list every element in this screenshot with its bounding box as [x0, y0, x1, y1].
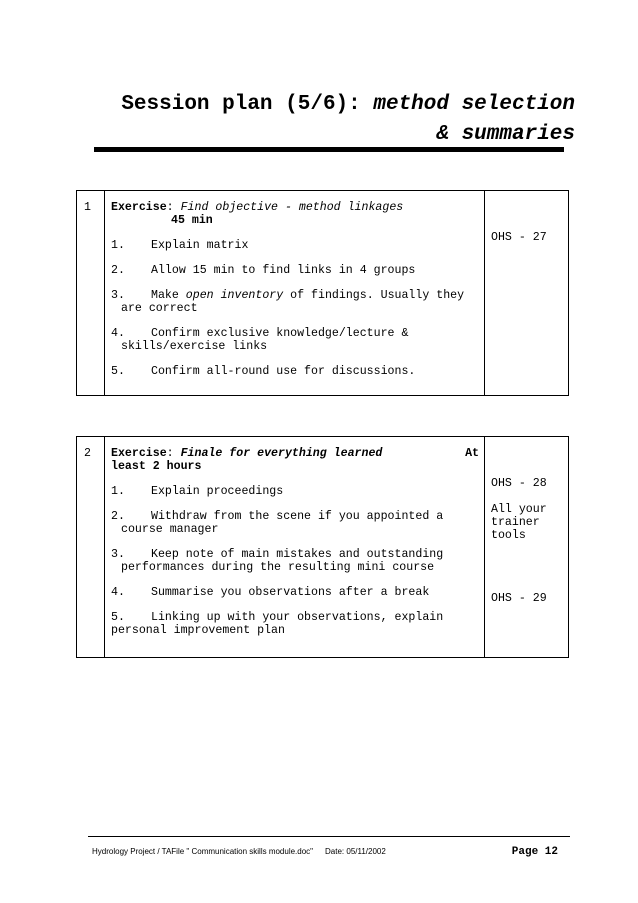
- step-item: 3. Keep note of main mistakes and outstanding performances during the resulting mini course: [111, 548, 444, 574]
- page-footer: [92, 846, 558, 858]
- page-title: [68, 90, 575, 150]
- ohs-reference: OHS - 27: [491, 231, 547, 244]
- session-content: [105, 437, 485, 658]
- footer-date: Date: 05/11/2002: [325, 847, 386, 856]
- ohs-reference: OHS - 28: [491, 477, 547, 490]
- title-plain: Session plan (5/6):: [121, 93, 374, 116]
- footer-rule: [88, 836, 570, 837]
- step-item: 2. Withdraw from the scene if you appointed a course manager: [111, 510, 444, 536]
- exercise-label: Exercise: [111, 201, 167, 214]
- exercise-heading: Exercise: Finale for everything learned At least 2 hours: [111, 447, 479, 473]
- session-table-1: [76, 190, 569, 396]
- title-italic-2: & summaries: [436, 123, 575, 146]
- title-rule: [94, 147, 564, 152]
- exercise-title: Find objective - method linkages: [180, 201, 404, 214]
- session-resources: [485, 191, 569, 396]
- exercise-heading: Exercise: Find objective - method linkages 45 min: [111, 201, 404, 227]
- step-item: 1. Explain matrix: [111, 239, 249, 252]
- footer-project: Hydrology Project / TAFile " Communication skills module.doc": [92, 847, 314, 856]
- trainer-tools-note: All your trainer tools: [491, 503, 547, 542]
- title-italic-1: method selection: [373, 93, 575, 116]
- step-item: 4. Confirm exclusive knowledge/lecture & skills/exercise links: [111, 327, 409, 353]
- session-number: 1: [77, 191, 105, 396]
- exercise-label: Exercise: [111, 447, 167, 460]
- session-table-2: [76, 436, 569, 658]
- ohs-reference: OHS - 29: [491, 592, 547, 605]
- exercise-duration-b: least 2 hours: [111, 460, 202, 473]
- session-content: [105, 191, 485, 396]
- step-item: 5. Linking up with your observations, explain personal improvement plan: [111, 611, 444, 637]
- step-item: 1. Explain proceedings: [111, 485, 284, 498]
- step-item: 5. Confirm all-round use for discussions.: [111, 365, 416, 378]
- step-item: 3. Make open inventory of findings. Usually they are correct: [111, 289, 465, 315]
- exercise-duration-a: At: [465, 447, 479, 460]
- exercise-duration: 45 min: [171, 214, 213, 227]
- session-number: 2: [77, 437, 105, 658]
- exercise-title: Finale for everything learned: [180, 447, 383, 460]
- footer-page-number: Page 12: [511, 846, 558, 858]
- session-resources: [485, 437, 569, 658]
- step-item: 4. Summarise you observations after a break: [111, 586, 430, 599]
- step-item: 2. Allow 15 min to find links in 4 groups: [111, 264, 416, 277]
